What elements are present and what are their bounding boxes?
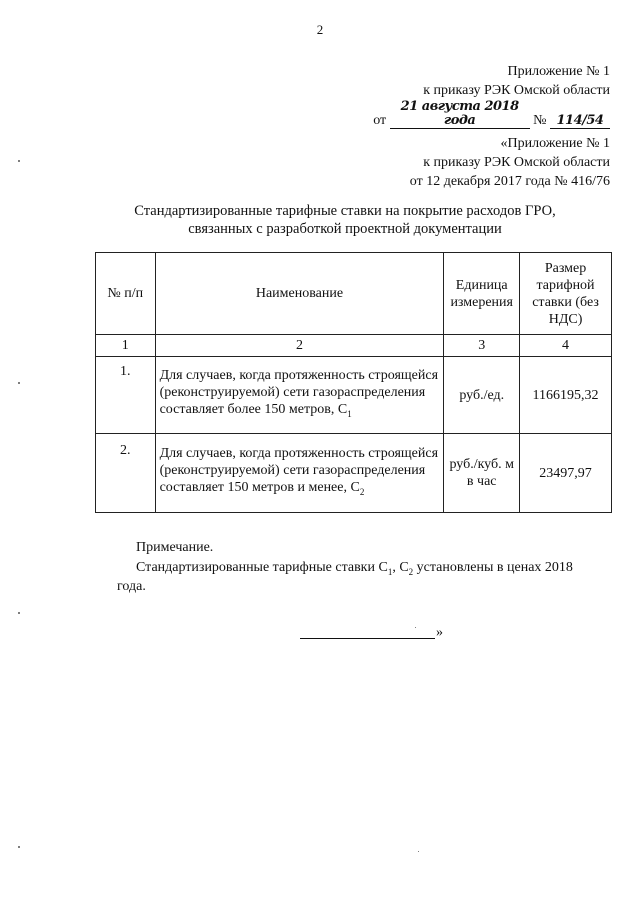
scan-speck [18,160,20,162]
scan-speck [418,851,419,852]
tariff-table [95,252,612,513]
handwritten-date: 21 августа 2018 года [390,100,530,129]
header-num: № п/п [96,253,156,335]
original-appendix-title: «Приложение № 1 [500,136,610,151]
table-row [96,434,612,513]
table-row [96,357,612,434]
table-index-row: 1 2 3 4 [96,335,612,357]
page-number: 2 [316,22,324,37]
original-order-date: от 12 декабря 2017 года № 416/76 [409,174,610,189]
closing-quote: » [436,625,443,640]
row-rate: 23497,97 [520,434,612,513]
row-name: Для случаев, когда протяженность строящейся (реконструируемой) сети газораспределения составляет 150 метров и менее, $С_2$ [155,434,444,513]
appendix-order-ref: к приказу РЭК Омской области [423,83,610,98]
row-unit: руб./ед. [444,357,520,434]
row-name: Для случаев, когда протяженность строящейся (реконструируемой) сети газораспределения составляет более 150 метров, $С_1$ [155,357,444,434]
appendix-header-current [373,62,610,130]
appendix-header-original [410,134,610,191]
row-num: 1. [96,357,156,434]
row-rate: 1166195,32 [520,357,612,434]
row-unit: руб./куб. м в час [444,434,520,513]
scan-speck [18,612,20,614]
note-text-continued: года. [117,579,146,594]
scan-speck [18,382,20,384]
header-name: Наименование [155,253,444,335]
header-rate: Размер тарифной ставки (без НДС) [520,253,612,335]
original-order-ref: к приказу РЭК Омской области [423,155,610,170]
appendix-order-date: от 21 августа 2018 года № 114/54 [373,100,610,130]
appendix-title: Приложение № 1 [507,64,610,79]
row-num: 2. [96,434,156,513]
table-header-row [96,253,612,335]
note-text: Стандартизированные тарифные ставки $С_1$, $С_2$ установлены в ценах 2018 [136,560,573,577]
scan-speck [415,627,416,628]
document-title: Стандартизированные тарифные ставки на покрытие расходов ГРО, связанных с разработкой проектной документации [134,203,556,237]
header-unit: Единица измерения [444,253,520,335]
scan-speck [18,846,20,848]
handwritten-number: 114/54 [550,114,610,129]
note-heading: Примечание. [136,540,214,555]
